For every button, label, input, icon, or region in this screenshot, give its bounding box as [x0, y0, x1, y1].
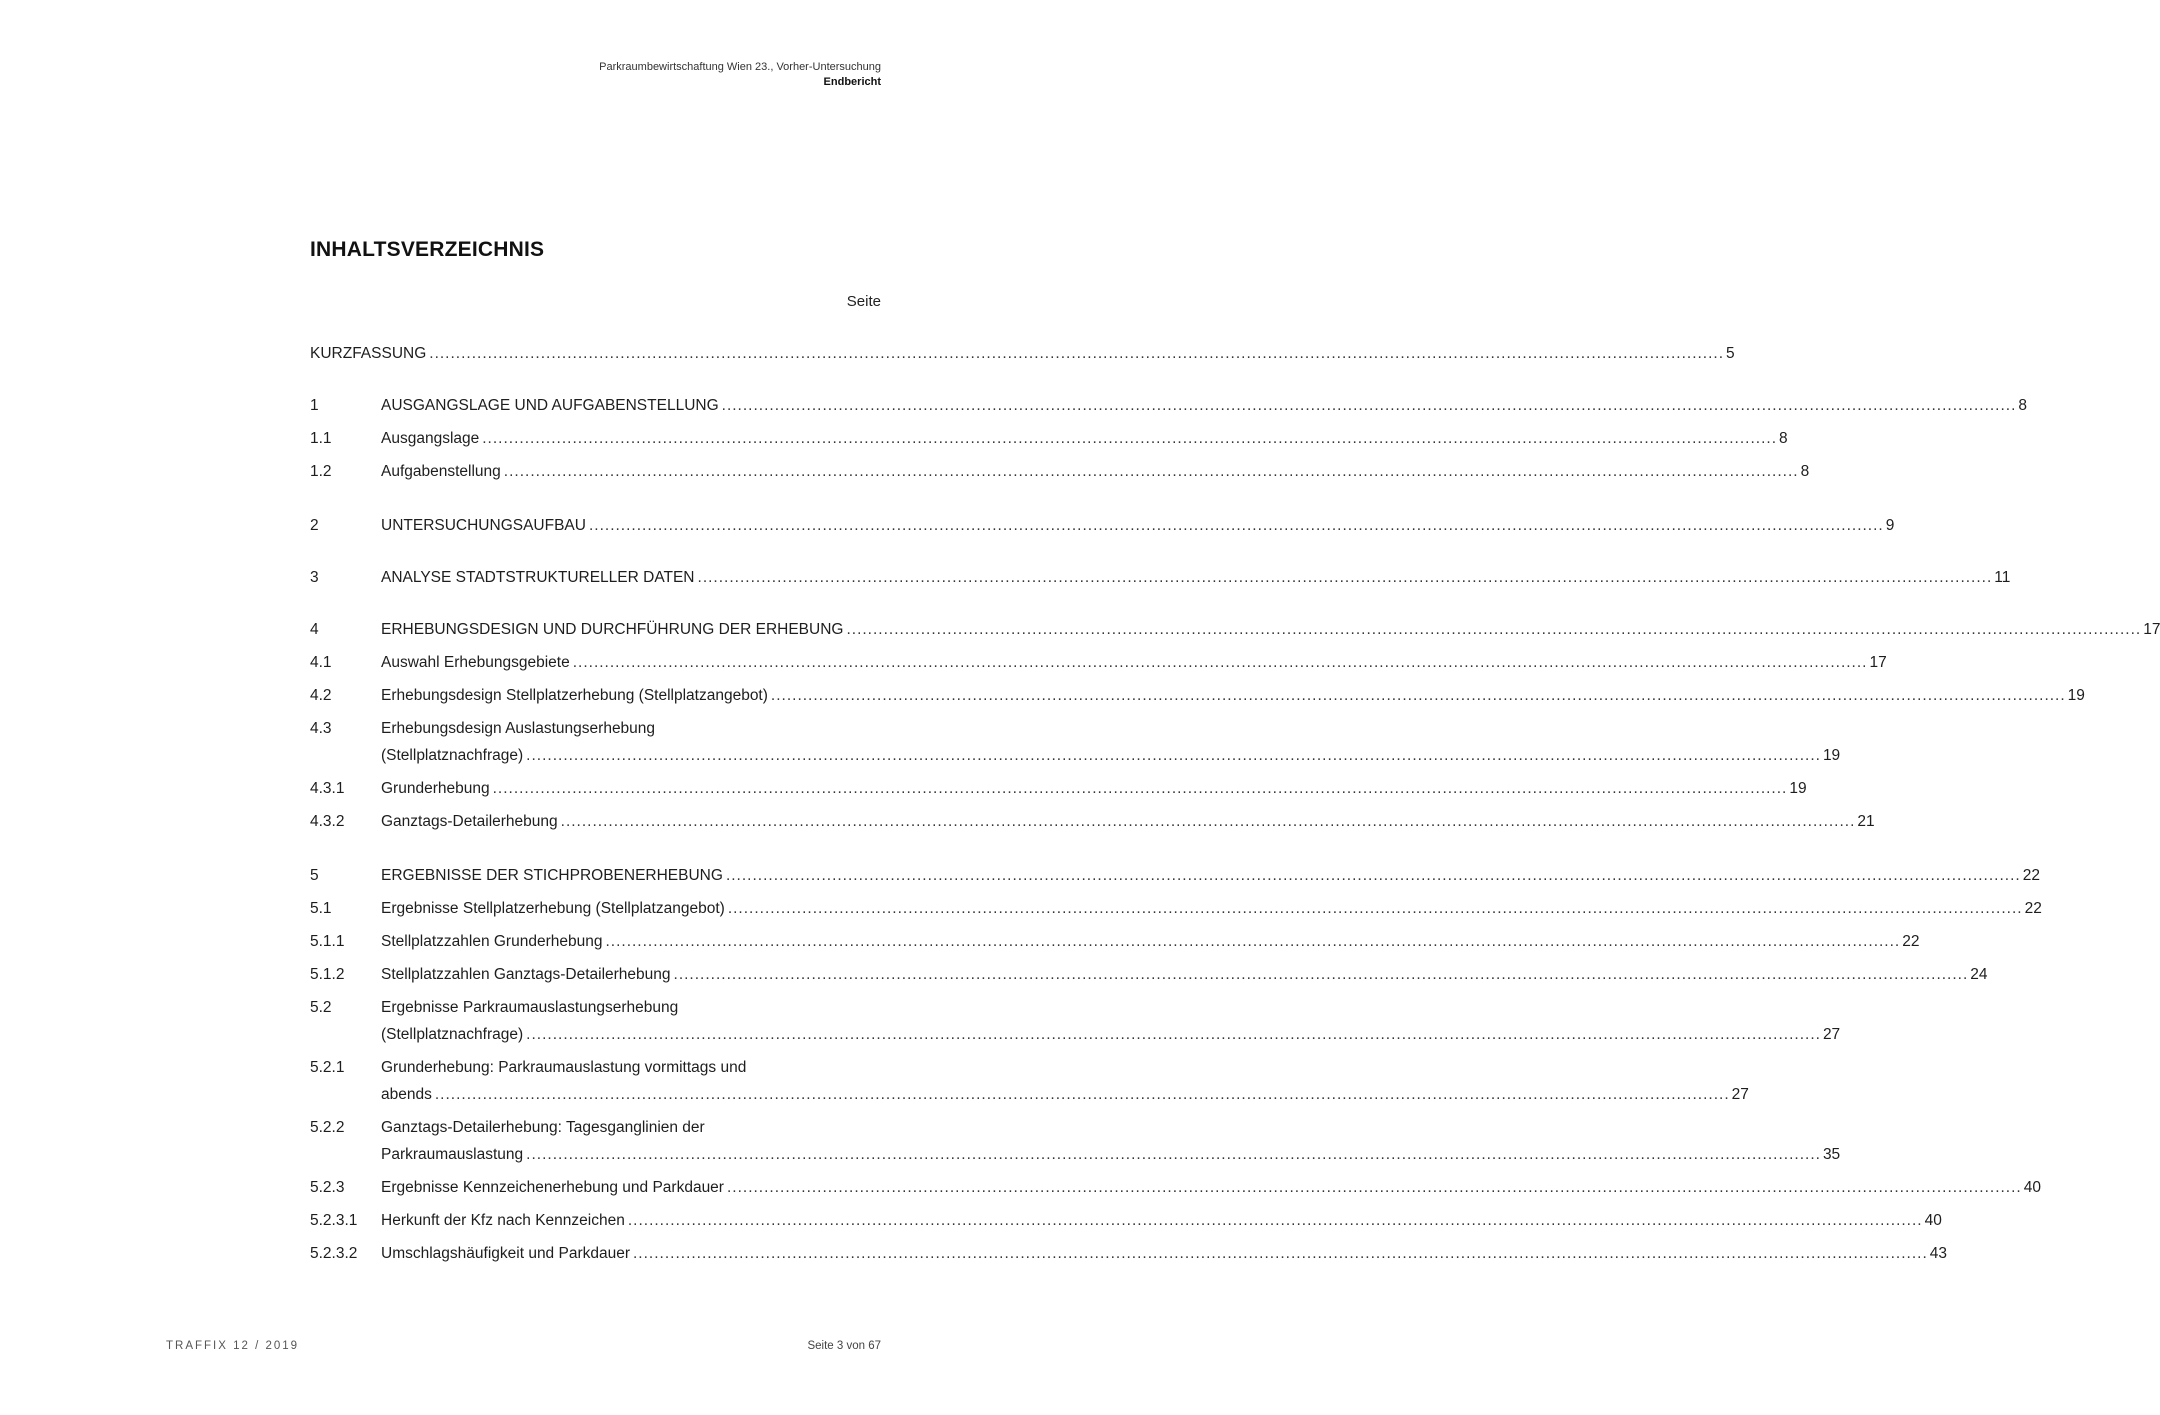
toc-entry-page: 17 [2143, 621, 2160, 638]
toc-entry-leader-row [381, 808, 1875, 835]
toc-entry-page: 40 [2023, 1179, 2041, 1196]
toc-entry-body [381, 775, 1807, 802]
toc-entry-leader-row [381, 616, 2160, 643]
page-column-label: Seite [846, 293, 881, 310]
toc-entry[interactable] [310, 458, 1810, 485]
page-title: INHALTSVERZEICHNIS [310, 238, 545, 261]
toc-entry[interactable] [310, 1114, 1841, 1168]
toc-entry-number: 5 [310, 867, 319, 884]
toc-entry-leader-row [381, 775, 1807, 802]
toc-dot-leader [561, 808, 1856, 835]
toc-dot-leader [698, 564, 1993, 591]
toc-entry-body [381, 512, 1894, 539]
toc-entry-leader-row [381, 862, 2040, 889]
toc-entry-body [381, 895, 2042, 922]
toc-dot-leader [526, 742, 1821, 769]
toc-dot-leader [728, 895, 2023, 922]
toc-entry-number: 4.3.1 [310, 780, 345, 797]
toc-dot-leader [722, 392, 2017, 419]
toc-entry-number: 4.1 [310, 654, 332, 671]
footer-company-date: TRAFFIX 12 / 2019 [166, 1340, 300, 1352]
toc-entry-number: 5.1.2 [310, 966, 345, 983]
toc-dot-leader [605, 928, 1900, 955]
toc-entry-number: 4.3.2 [310, 813, 345, 830]
toc-entry-page: 35 [1822, 1146, 1841, 1163]
toc-entry-leader-row [381, 682, 2085, 709]
toc-entry-page: 8 [1800, 463, 1810, 480]
header-report-type: Endbericht [823, 76, 881, 88]
toc-entry[interactable] [310, 994, 1841, 1048]
toc-entry-number: 2 [310, 517, 319, 534]
toc-entry-page: 27 [1731, 1086, 1749, 1103]
toc-entry-page: 11 [1994, 569, 2011, 586]
page-header [599, 60, 881, 90]
toc-entry-title: Umschlagshäufigkeit und Parkdauer [381, 1245, 630, 1262]
toc-entry-body [310, 340, 1735, 367]
toc-entry-leader-row [381, 961, 1988, 988]
toc-entry-leader-row [381, 1174, 2041, 1201]
toc-entry-body [381, 392, 2027, 419]
toc-entry-body [381, 961, 1988, 988]
toc-entry-leader-row [381, 1240, 1947, 1267]
toc-entry[interactable] [310, 1240, 1948, 1267]
toc-entry-title: Ausgangslage [381, 430, 480, 447]
toc-entry-page: 22 [2022, 867, 2040, 884]
toc-dot-leader [526, 1021, 1821, 1048]
toc-entry-leader-row [381, 564, 2010, 591]
toc-dot-leader [628, 1207, 1923, 1234]
toc-entry-page: 27 [1822, 1026, 1841, 1043]
toc-entry-page: 19 [1822, 747, 1841, 764]
toc-entry[interactable] [310, 862, 2040, 889]
toc-entry-leader-row [381, 425, 1788, 452]
toc-entry-number: 5.2.1 [310, 1059, 345, 1076]
toc-entry-title: Auswahl Erhebungsgebiete [381, 654, 570, 671]
toc-entry-page: 22 [2024, 900, 2042, 917]
toc-entry[interactable] [310, 564, 2011, 591]
toc-entry-number: 5.2.3.2 [310, 1245, 358, 1262]
toc-entry-leader-row [310, 340, 1735, 367]
toc-entry-title: ANALYSE STADTSTRUKTURELLER DATEN [381, 569, 695, 586]
toc-dot-leader [482, 425, 1777, 452]
toc-entry-title-line: Ganztags-Detailerhebung: Tagesganglinien der [381, 1119, 705, 1136]
toc-entry-title: Erhebungsdesign Stellplatzerhebung (Stellplatzangebot) [381, 687, 768, 704]
toc-entry-leader-row [381, 928, 1919, 955]
toc-entry-page: 40 [1924, 1212, 1942, 1229]
toc-dot-leader [493, 775, 1788, 802]
toc-dot-leader [846, 616, 2141, 643]
toc-entry[interactable] [310, 961, 1988, 988]
toc-entry-leader-row [381, 649, 1887, 676]
toc-entry-body [381, 715, 1840, 769]
toc-dot-leader [633, 1240, 1928, 1267]
toc-entry-body [381, 564, 2010, 591]
toc-entry[interactable] [310, 682, 2085, 709]
toc-entry-title: KURZFASSUNG [310, 345, 427, 362]
toc-entry-page: 43 [1929, 1245, 1948, 1262]
toc-entry-leader-row [381, 512, 1894, 539]
toc-entry-leader-row [381, 1021, 1840, 1048]
toc-entry-title-line: Erhebungsdesign Auslastungserhebung [381, 720, 656, 737]
toc-entry-page: 19 [2067, 687, 2085, 704]
toc-entry-number: 3 [310, 569, 319, 586]
toc-entry-body [381, 1114, 1840, 1168]
toc-entry-leader-row [381, 458, 1809, 485]
toc-dot-leader [429, 340, 1724, 367]
table-of-contents [310, 340, 2160, 1267]
toc-entry-title: Ergebnisse Kennzeichenerhebung und Parkdauer [381, 1179, 724, 1196]
toc-entry[interactable] [310, 616, 2160, 643]
toc-dot-leader [526, 1141, 1821, 1168]
toc-entry-number: 1.2 [310, 463, 332, 480]
toc-entry-page: 5 [1726, 345, 1735, 362]
toc-entry-title: (Stellplatznachfrage) [381, 747, 524, 764]
toc-dot-leader [674, 961, 1969, 988]
toc-entry[interactable] [310, 808, 1875, 835]
header-document-title: Parkraumbewirtschaftung Wien 23., Vorher-Untersuchung [599, 61, 881, 73]
toc-dot-leader [727, 1174, 2022, 1201]
toc-entry-number: 4.3 [310, 720, 332, 737]
toc-entry-title: (Stellplatznachfrage) [381, 1026, 524, 1043]
toc-entry-body [381, 682, 2085, 709]
toc-entry-page: 21 [1857, 813, 1875, 830]
toc-entry-title: abends [381, 1086, 432, 1103]
toc-entry[interactable] [310, 1207, 1942, 1234]
toc-entry-title: AUSGANGSLAGE UND AUFGABENSTELLUNG [381, 397, 719, 414]
toc-entry[interactable] [310, 392, 2028, 419]
toc-entry-body [381, 616, 2160, 643]
toc-entry[interactable] [310, 895, 2042, 922]
toc-entry-body [381, 1054, 1749, 1108]
footer-page-number: Seite 3 von 67 [807, 1340, 881, 1352]
toc-entry-leader-row [381, 1081, 1749, 1108]
toc-entry-number: 5.2.2 [310, 1119, 345, 1136]
toc-entry-leader-row [381, 742, 1840, 769]
toc-entry-number: 4 [310, 621, 319, 638]
toc-entry-number: 1.1 [310, 430, 332, 447]
toc-entry-body [381, 994, 1840, 1048]
toc-entry[interactable] [310, 649, 1887, 676]
toc-entry-title: UNTERSUCHUNGSAUFBAU [381, 517, 586, 534]
toc-entry-title: Herkunft der Kfz nach Kennzeichen [381, 1212, 625, 1229]
toc-dot-leader [726, 862, 2021, 889]
toc-entry-title-line: Ergebnisse Parkraumauslastungserhebung [381, 999, 679, 1016]
toc-entry-page: 8 [2018, 397, 2028, 414]
toc-entry-number: 5.2 [310, 999, 332, 1016]
toc-entry[interactable] [310, 425, 1788, 452]
toc-entry-body [381, 928, 1919, 955]
toc-entry-page: 24 [1970, 966, 1988, 983]
toc-entry-title: ERGEBNISSE DER STICHPROBENERHEBUNG [381, 867, 723, 884]
toc-dot-leader [589, 512, 1884, 539]
toc-entry-number: 5.1.1 [310, 933, 345, 950]
toc-entry-body [381, 1240, 1947, 1267]
toc-entry-page: 19 [1789, 780, 1807, 797]
toc-entry-number: 5.2.3.1 [310, 1212, 358, 1229]
toc-entry-page: 22 [1902, 933, 1920, 950]
toc-entry-title: Aufgabenstellung [381, 463, 501, 480]
toc-entry[interactable] [310, 340, 1735, 367]
toc-entry-leader-row [381, 392, 2027, 419]
toc-dot-leader [435, 1081, 1730, 1108]
toc-dot-leader [573, 649, 1868, 676]
toc-entry-page: 9 [1885, 517, 1895, 534]
toc-entry-leader-row [381, 1141, 1840, 1168]
toc-entry-leader-row [381, 895, 2042, 922]
toc-entry-number: 1 [310, 397, 319, 414]
toc-entry-number: 4.2 [310, 687, 332, 704]
toc-entry-title-line: Grunderhebung: Parkraumauslastung vormittags und [381, 1059, 747, 1076]
toc-entry-page: 8 [1779, 430, 1788, 447]
toc-entry[interactable] [310, 775, 1807, 802]
toc-entry-body [381, 649, 1887, 676]
toc-entry-title: Stellplatzzahlen Ganztags-Detailerhebung [381, 966, 671, 983]
toc-entry-body [381, 1174, 2041, 1201]
toc-entry-title: Parkraumauslastung [381, 1146, 524, 1163]
toc-entry[interactable] [310, 1174, 2041, 1201]
toc-entry-title: Ganztags-Detailerhebung [381, 813, 558, 830]
toc-entry-body [381, 1207, 1942, 1234]
toc-entry-number: 5.2.3 [310, 1179, 345, 1196]
toc-entry-body [381, 458, 1809, 485]
toc-dot-leader [771, 682, 2066, 709]
toc-entry-body [381, 862, 2040, 889]
toc-entry-body [381, 808, 1875, 835]
toc-entry-title: Stellplatzzahlen Grunderhebung [381, 933, 603, 950]
toc-entry[interactable] [310, 1054, 1749, 1108]
toc-entry[interactable] [310, 715, 1841, 769]
toc-entry-page: 17 [1869, 654, 1887, 671]
toc-dot-leader [504, 458, 1799, 485]
toc-entry-body [381, 425, 1788, 452]
toc-entry-title: Grunderhebung [381, 780, 490, 797]
toc-entry[interactable] [310, 512, 1895, 539]
toc-entry-leader-row [381, 1207, 1942, 1234]
toc-entry-title: ERHEBUNGSDESIGN UND DURCHFÜHRUNG DER ERHEBUNG [381, 621, 844, 638]
toc-entry-number: 5.1 [310, 900, 332, 917]
toc-entry[interactable] [310, 928, 1920, 955]
toc-entry-title: Ergebnisse Stellplatzerhebung (Stellplatzangebot) [381, 900, 725, 917]
